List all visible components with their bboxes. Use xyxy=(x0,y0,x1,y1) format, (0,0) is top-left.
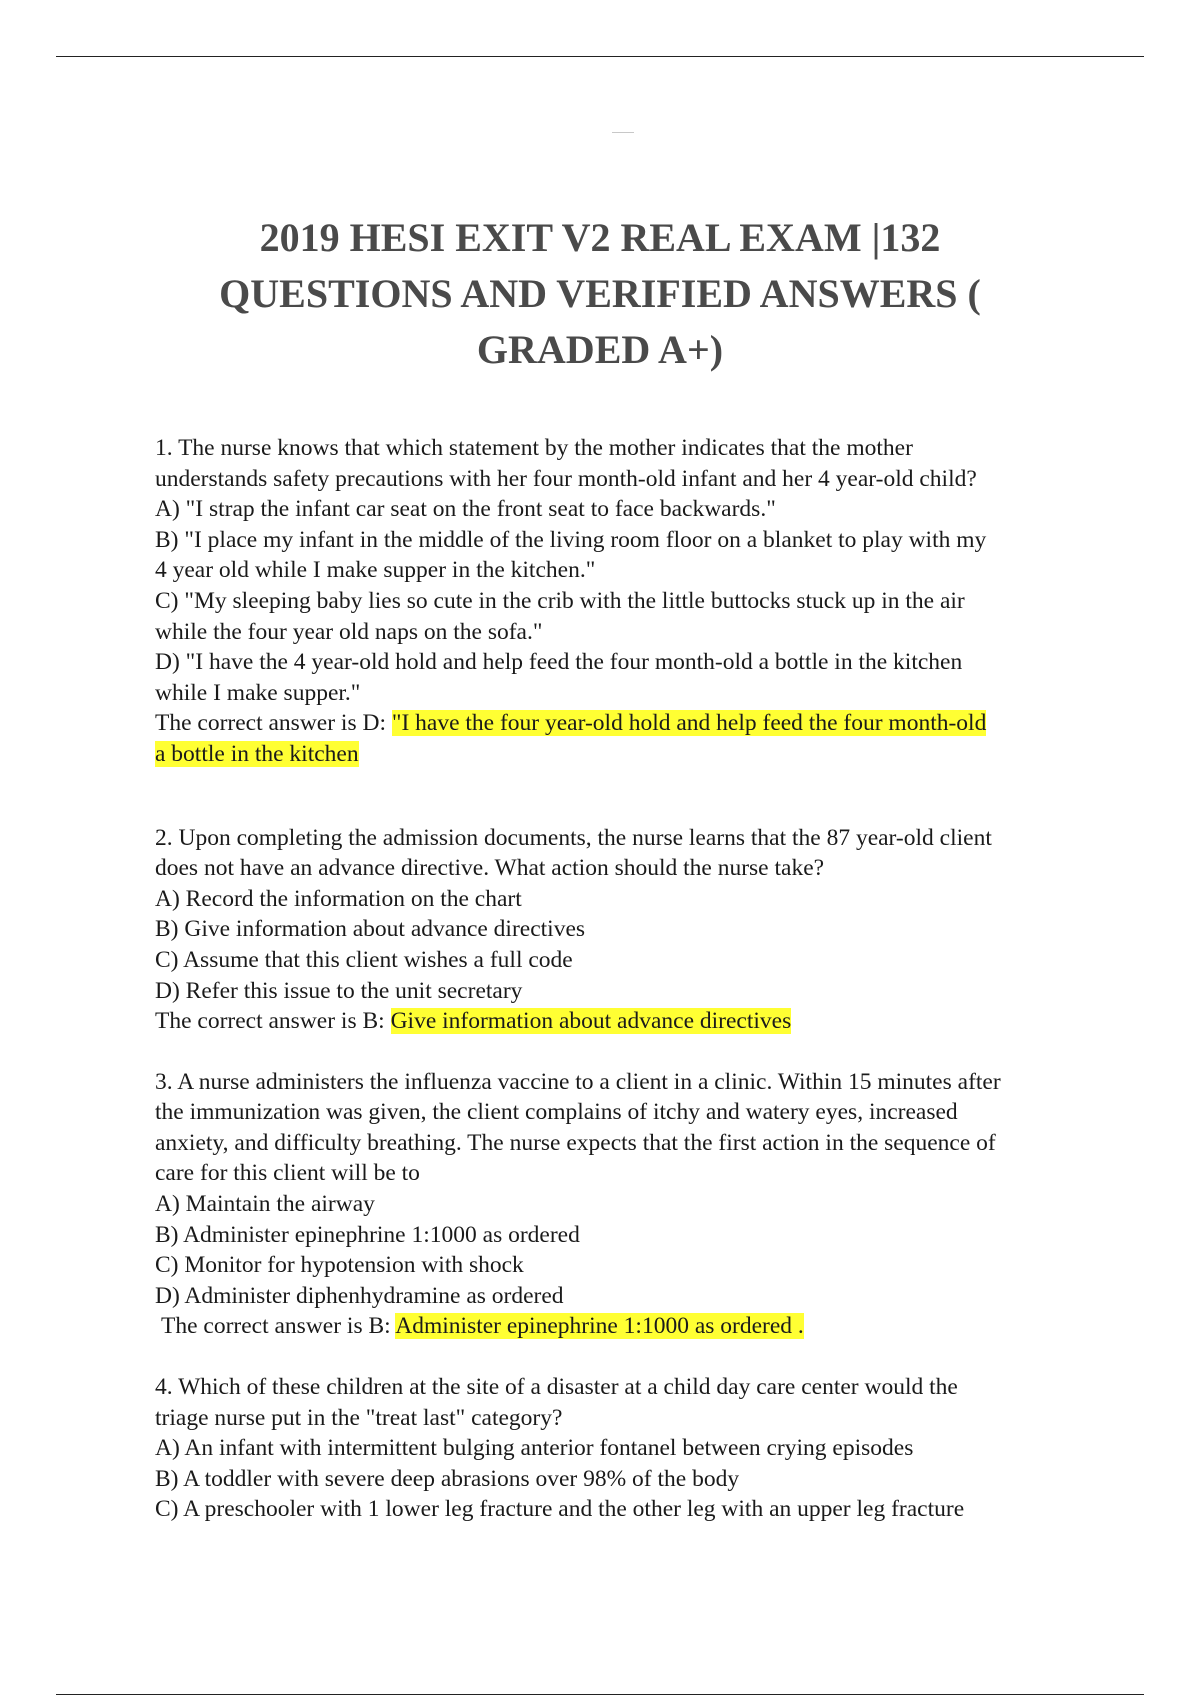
answer-highlight: Administer epinephrine 1:1000 as ordered . xyxy=(395,1313,804,1340)
question-4 xyxy=(155,1372,1090,1525)
question-stem: does not have an advance directive. What action should the nurse take? xyxy=(155,855,825,882)
correct-answer-cont xyxy=(155,739,1090,770)
correct-answer xyxy=(155,1006,1090,1037)
answer-highlight: "I have the four year-old hold and help feed the four month-old xyxy=(391,710,987,737)
question-1 xyxy=(155,433,1090,770)
question-stem: triage nurse put in the "treat last" category? xyxy=(155,1404,563,1431)
answer-highlight: Give information about advance directives xyxy=(390,1008,792,1035)
option-a: A) Maintain the airway xyxy=(155,1191,375,1218)
correct-answer xyxy=(155,1311,1090,1342)
title-line-1: 2019 HESI EXIT V2 REAL EXAM |132 xyxy=(259,215,941,260)
question-stem: 3. A nurse administers the influenza vaccine to a client in a clinic. Within 15 minutes after xyxy=(155,1068,1001,1095)
title-line-2: QUESTIONS AND VERIFIED ANSWERS ( xyxy=(219,271,981,316)
question-stem: understands safety precautions with her four month-old infant and her 4 year-old child? xyxy=(155,465,977,492)
option-a: A) Record the information on the chart xyxy=(155,885,522,912)
answer-highlight: a bottle in the kitchen xyxy=(155,740,359,767)
option-d: D) Refer this issue to the unit secretary xyxy=(155,977,523,1004)
option-c-cont: while the four year old naps on the sofa." xyxy=(155,618,543,645)
option-c: C) Assume that this client wishes a full code xyxy=(155,946,573,973)
answer-prefix: The correct answer is B: xyxy=(155,1008,391,1035)
option-c: C) Monitor for hypotension with shock xyxy=(155,1252,524,1279)
title-line-3: GRADED A+) xyxy=(476,327,724,372)
question-stem: 4. Which of these children at the site of a disaster at a child day care center would the xyxy=(155,1374,958,1401)
option-b: B) A toddler with severe deep abrasions over 98% of the body xyxy=(155,1465,740,1492)
question-stem: 2. Upon completing the admission documents, the nurse learns that the 87 year-old client xyxy=(155,824,992,851)
option-b-cont: 4 year old while I make supper in the kitchen." xyxy=(155,557,596,584)
top-page-rule xyxy=(56,56,1144,57)
option-b: B) Give information about advance directives xyxy=(155,916,586,943)
option-a: A) An infant with intermittent bulging anterior fontanel between crying episodes xyxy=(155,1435,914,1462)
question-3 xyxy=(155,1067,1090,1342)
option-c: C) "My sleeping baby lies so cute in the crib with the little buttocks stuck up in the air xyxy=(155,587,965,614)
option-d: D) Administer diphenhydramine as ordered xyxy=(155,1282,564,1309)
header-mark xyxy=(612,132,634,133)
question-2 xyxy=(155,823,1090,1037)
option-b: B) Administer epinephrine 1:1000 as ordered xyxy=(155,1221,580,1248)
option-d-cont: while I make supper." xyxy=(155,679,361,706)
question-stem: anxiety, and difficulty breathing. The nurse expects that the first action in the sequence of xyxy=(155,1129,996,1156)
option-a: A) "I strap the infant car seat on the front seat to face backwards." xyxy=(155,496,776,523)
question-stem: the immunization was given, the client complains of itchy and watery eyes, increased xyxy=(155,1099,958,1126)
question-stem: 1. The nurse knows that which statement by the mother indicates that the mother xyxy=(155,435,913,461)
option-c: C) A preschooler with 1 lower leg fracture and the other leg with an upper leg fracture xyxy=(155,1496,965,1523)
questions-list xyxy=(155,433,1090,1525)
bottom-page-rule xyxy=(56,1694,1144,1695)
option-b: B) "I place my infant in the middle of the living room floor on a blanket to play with my xyxy=(155,526,987,553)
option-d: D) "I have the 4 year-old hold and help feed the four month-old a bottle in the kitchen xyxy=(155,649,963,676)
question-stem: care for this client will be to xyxy=(155,1160,420,1187)
answer-prefix: The correct answer is D: xyxy=(155,710,392,737)
correct-answer xyxy=(155,708,1090,739)
document-title xyxy=(150,210,1050,378)
answer-prefix: The correct answer is B: xyxy=(161,1313,396,1340)
